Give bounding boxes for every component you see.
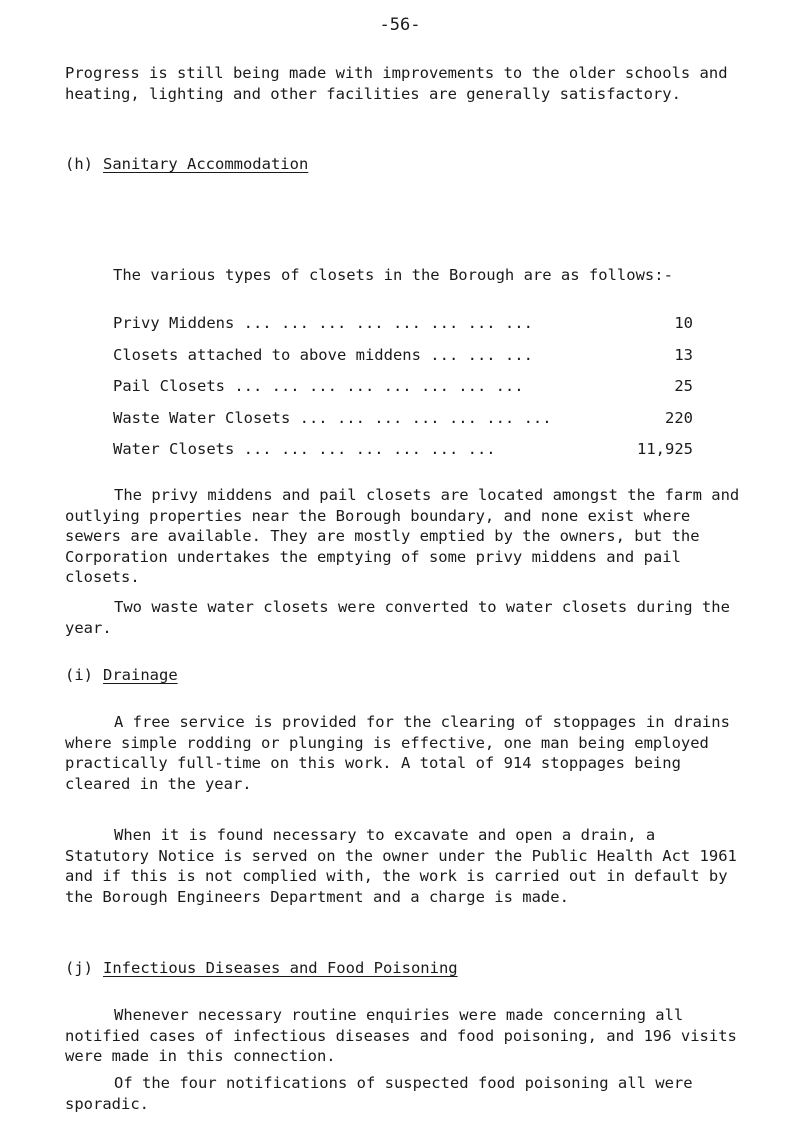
item-value: 10 xyxy=(674,314,693,332)
section-i-title: Drainage xyxy=(103,666,178,684)
section-i-heading xyxy=(65,665,178,686)
list-item xyxy=(113,376,693,408)
section-j-heading xyxy=(65,958,458,979)
item-value: 220 xyxy=(665,408,693,427)
closet-types-list xyxy=(113,313,693,471)
item-label: Pail Closets ... ... ... ... ... ... ... ... xyxy=(113,377,524,396)
intro-paragraph: Progress is still being made with improvements to the older schools and heating, lighting and other facilities are generally satisfactory. xyxy=(65,64,728,103)
item-value: 13 xyxy=(674,345,693,364)
page-number: -56- xyxy=(379,15,421,35)
section-h-paragraph-2: Two waste water closets were converted to water closets during the year. xyxy=(65,598,730,637)
item-label: Privy Middens ... ... ... ... ... ... ... ... xyxy=(113,314,533,332)
section-h-title: Sanitary Accommodation xyxy=(103,155,309,173)
section-h-marker: (h) xyxy=(65,155,93,173)
list-item xyxy=(113,313,693,345)
list-item xyxy=(113,345,693,377)
section-h-heading xyxy=(65,154,308,175)
section-i-marker: (i) xyxy=(65,666,93,684)
section-j-paragraph-2: Of the four notifications of suspected food poisoning all were sporadic. xyxy=(65,1074,693,1113)
section-i-paragraph-1: A free service is provided for the clearing of stoppages in drains where simple rodding or plunging is effective, one man being employed practically full-time on this work. A total of 914 stoppages being cleared in the year. xyxy=(65,713,730,793)
list-item xyxy=(113,408,693,440)
section-j-paragraph-1: Whenever necessary routine enquiries were made concerning all notified cases of infectious diseases and food poisoning, and 196 visits were made in this connection. xyxy=(65,1006,737,1065)
list-item xyxy=(113,439,693,471)
item-label: Waste Water Closets ... ... ... ... ... ... ... xyxy=(113,408,552,427)
item-value: 25 xyxy=(674,377,693,396)
item-label: Closets attached to above middens ... ... ... xyxy=(113,345,533,364)
item-value: 11,925 xyxy=(637,440,693,459)
section-h-intro: The various types of closets in the Borough are as follows:- xyxy=(113,266,673,284)
item-label: Water Closets ... ... ... ... ... ... ... xyxy=(113,440,496,459)
section-h-paragraph-1: The privy middens and pail closets are located amongst the farm and outlying properties near the Borough boundary, and none exist where sewers are available. They are mostly emptied by the owners, but the Corporation undertakes the emptying of some privy middens and pail closets. xyxy=(65,486,740,586)
section-i-paragraph-2: When it is found necessary to excavate and open a drain, a Statutory Notice is served on the owner under the Public Health Act 1961 and if this is not complied with, the work is carried out in default by the Borough Engineers Department and a charge is made. xyxy=(65,826,737,906)
section-j-title: Infectious Diseases and Food Poisoning xyxy=(103,959,458,977)
section-j-marker: (j) xyxy=(65,959,93,977)
